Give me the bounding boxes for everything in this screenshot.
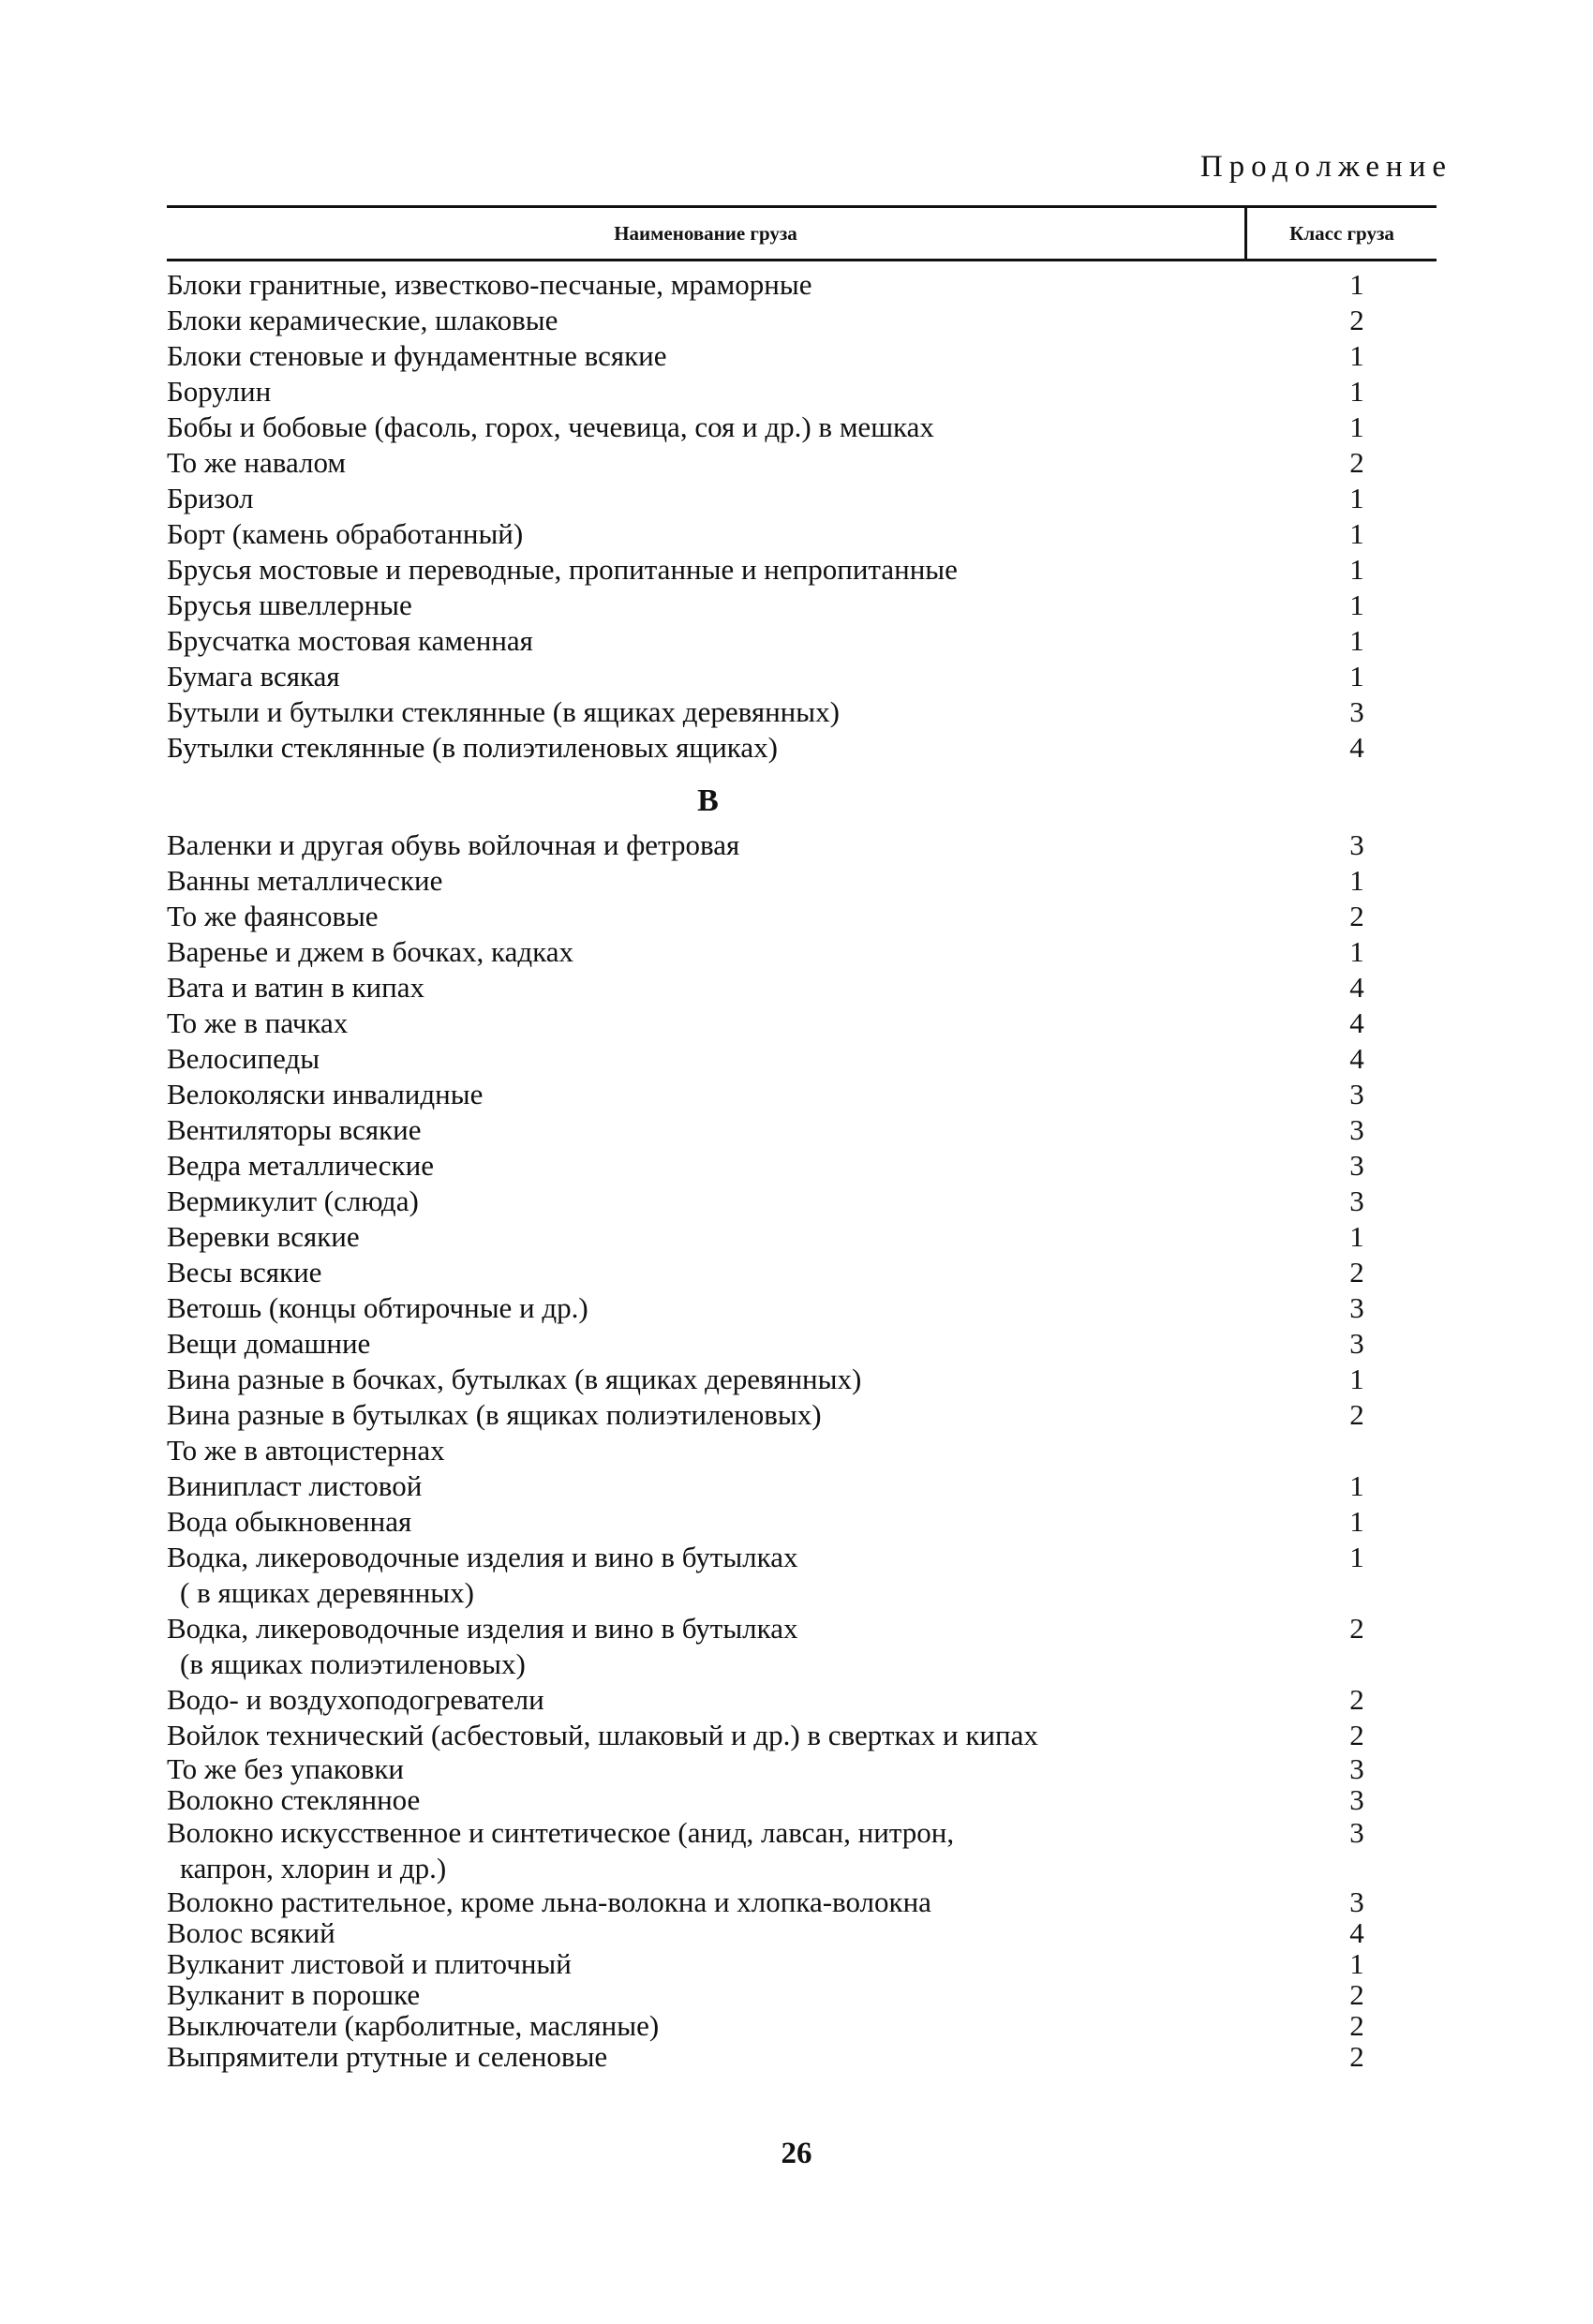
cargo-class: 3 [1349, 828, 1364, 861]
cargo-name-line: Винипласт листовой [167, 1469, 423, 1502]
cargo-name [167, 1611, 1244, 1682]
cargo-name-line: Бризол [167, 482, 254, 514]
cargo-class: 2 [1349, 900, 1364, 932]
table-row [167, 1290, 1437, 1326]
cargo-class: 4 [1349, 1006, 1364, 1039]
cargo-name [167, 1255, 1244, 1290]
table-row [167, 2010, 1437, 2041]
cargo-group-v [167, 827, 1437, 2072]
cargo-class: 1 [1349, 588, 1364, 621]
cargo-name-line: Борулин [167, 375, 272, 408]
cargo-name-line: Бумага всякая [167, 660, 340, 693]
cargo-class: 4 [1349, 971, 1364, 1004]
table-header [167, 205, 1437, 261]
cargo-class: 3 [1349, 1752, 1364, 1785]
cargo-class: 2 [1349, 1256, 1364, 1289]
cargo-name-line: То же фаянсовые [167, 900, 379, 932]
cargo-class: 2 [1349, 1398, 1364, 1431]
cargo-class: 1 [1349, 1505, 1364, 1538]
cargo-class: 3 [1349, 1816, 1364, 1849]
table-row [167, 2041, 1437, 2072]
cargo-name [167, 694, 1244, 730]
table-row [167, 1184, 1437, 1219]
cargo-name [167, 1077, 1244, 1112]
table-row [167, 1148, 1437, 1184]
table-row [167, 1718, 1437, 1753]
table-row [167, 730, 1437, 766]
cargo-table-body [167, 267, 1437, 2072]
cargo-class: 2 [1349, 2040, 1364, 2073]
cargo-name [167, 1219, 1244, 1255]
cargo-name-line: Войлок технический (асбестовый, шлаковый и др.) в свертках и кипах [167, 1719, 1038, 1751]
cargo-class: 2 [1349, 304, 1364, 336]
cargo-name-line: Водка, ликероводочные изделия и вино в бутылках [167, 1541, 798, 1573]
cargo-name-line: То же в пачках [167, 1006, 349, 1039]
cargo-name-line: Веревки всякие [167, 1220, 360, 1253]
table-row [167, 1077, 1437, 1112]
cargo-name-line: Брусья мостовые и переводные, пропитанные и непропитанные [167, 553, 958, 586]
cargo-class: 3 [1349, 1184, 1364, 1217]
cargo-name [167, 1041, 1244, 1077]
cargo-name [167, 303, 1244, 338]
cargo-class: 3 [1349, 1078, 1364, 1110]
cargo-name [167, 1917, 1244, 1948]
cargo-name [167, 2010, 1244, 2041]
cargo-name-line: Борт (камень обработанный) [167, 517, 524, 550]
cargo-name-line: Вина разные в бочках, бутылках (в ящиках деревянных) [167, 1363, 862, 1395]
cargo-name-line: Варенье и джем в бочках, кадках [167, 935, 573, 968]
cargo-name-line: Выключатели (карболитные, масляные) [167, 2009, 660, 2042]
cargo-name-line: То же в автоцистернах [167, 1434, 445, 1467]
cargo-name [167, 1784, 1244, 1815]
cargo-name [167, 659, 1244, 694]
table-row [167, 1948, 1437, 1979]
table-row [167, 481, 1437, 516]
page-number: 26 [781, 2137, 812, 2170]
table-row [167, 1397, 1437, 1433]
cargo-name-line: Вулканит листовой и плиточный [167, 1947, 572, 1980]
cargo-class: 4 [1349, 1042, 1364, 1075]
cargo-class: 1 [1349, 553, 1364, 586]
table-row [167, 1784, 1437, 1815]
cargo-class: 3 [1349, 1783, 1364, 1816]
cargo-name-line: Ветошь (концы обтирочные и др.) [167, 1291, 588, 1324]
cargo-name [167, 1362, 1244, 1397]
table-row [167, 588, 1437, 623]
cargo-name [167, 1948, 1244, 1979]
cargo-name [167, 588, 1244, 623]
table-row [167, 1326, 1437, 1362]
column-header-class: Класс груза [1289, 222, 1394, 245]
cargo-name-line: Весы всякие [167, 1256, 322, 1289]
cargo-name-line: Вентиляторы всякие [167, 1113, 422, 1146]
cargo-name [167, 1184, 1244, 1219]
cargo-name-line: Бутылки стеклянные (в полиэтиленовых ящиках) [167, 731, 778, 764]
cargo-name-line: Вещи домашние [167, 1327, 371, 1360]
cargo-class: 1 [1349, 1469, 1364, 1502]
cargo-class: 2 [1349, 446, 1364, 479]
cargo-class: 1 [1349, 410, 1364, 443]
cargo-name [167, 1979, 1244, 2010]
cargo-class: 1 [1349, 1363, 1364, 1395]
table-row [167, 1041, 1437, 1077]
table-row [167, 934, 1437, 970]
cargo-name [167, 623, 1244, 659]
table-row [167, 410, 1437, 445]
cargo-name [167, 410, 1244, 445]
cargo-name-line: Вулканит в порошке [167, 1978, 421, 2011]
cargo-class: 1 [1349, 1947, 1364, 1980]
cargo-name [167, 730, 1244, 766]
table-row [167, 827, 1437, 863]
cargo-name-line: Вата и ватин в кипах [167, 971, 424, 1004]
cargo-name [167, 2041, 1244, 2072]
cargo-name [167, 1112, 1244, 1148]
table-row [167, 1504, 1437, 1540]
cargo-class: 3 [1349, 1113, 1364, 1146]
table-row [167, 1362, 1437, 1397]
column-header-name: Наименование груза [167, 208, 1247, 259]
cargo-name [167, 1326, 1244, 1362]
cargo-name [167, 1753, 1244, 1784]
cargo-name [167, 481, 1244, 516]
table-row [167, 303, 1437, 338]
table-row [167, 899, 1437, 934]
table-row [167, 1006, 1437, 1041]
cargo-name [167, 1290, 1244, 1326]
cargo-class: 1 [1349, 935, 1364, 968]
cargo-name-continuation: капрон, хлорин и др.) [180, 1852, 447, 1885]
table-row [167, 1886, 1437, 1917]
table-row [167, 338, 1437, 374]
cargo-name-line: То же без упаковки [167, 1752, 404, 1785]
cargo-name-line: Блоки гранитные, известково-песчаные, мраморные [167, 268, 812, 301]
cargo-name-continuation: ( в ящиках деревянных) [180, 1576, 474, 1609]
cargo-class: 3 [1349, 695, 1364, 728]
cargo-name-line: Валенки и другая обувь войлочная и фетровая [167, 828, 740, 861]
cargo-name [167, 1886, 1244, 1917]
table-row [167, 1219, 1437, 1255]
cargo-name-line: Ведра металлические [167, 1149, 434, 1182]
cargo-name-line: Блоки керамические, шлаковые [167, 304, 558, 336]
cargo-name [167, 863, 1244, 899]
continuation-label: Продолжение [1199, 150, 1452, 184]
cargo-name-line: Волокно искусственное и синтетическое (анид, лавсан, нитрон, [167, 1816, 955, 1849]
cargo-name [167, 1718, 1244, 1753]
cargo-name [167, 1006, 1244, 1041]
cargo-name [167, 899, 1244, 934]
cargo-name [167, 1682, 1244, 1718]
cargo-class: 3 [1349, 1885, 1364, 1918]
cargo-name-line: Вермикулит (слюда) [167, 1184, 419, 1217]
cargo-name [167, 970, 1244, 1006]
cargo-name [167, 1815, 1244, 1886]
cargo-class: 3 [1349, 1149, 1364, 1182]
table-row [167, 445, 1437, 481]
cargo-class: 2 [1349, 1978, 1364, 2011]
cargo-name [167, 552, 1244, 588]
cargo-class: 1 [1349, 864, 1364, 897]
cargo-name-line: Брусья швеллерные [167, 588, 412, 621]
cargo-class: 1 [1349, 624, 1364, 657]
cargo-class: 3 [1349, 1291, 1364, 1324]
table-row [167, 1112, 1437, 1148]
section-letter: В [697, 783, 719, 818]
cargo-name-line: Вина разные в бутылках (в ящиках полиэтиленовых) [167, 1398, 822, 1431]
cargo-name-line: Волокно стеклянное [167, 1783, 421, 1816]
cargo-name-line: Бутыли и бутылки стеклянные (в ящиках деревянных) [167, 695, 840, 728]
table-row [167, 970, 1437, 1006]
table-row [167, 863, 1437, 899]
table-row [167, 1979, 1437, 2010]
table-row [167, 694, 1437, 730]
cargo-name-line: Велосипеды [167, 1042, 320, 1075]
cargo-class: 3 [1349, 1327, 1364, 1360]
cargo-name-line: Велоколяски инвалидные [167, 1078, 484, 1110]
cargo-name [167, 1397, 1244, 1433]
table-row [167, 1682, 1437, 1718]
cargo-name [167, 1148, 1244, 1184]
cargo-class: 1 [1349, 375, 1364, 408]
table-row [167, 516, 1437, 552]
cargo-name-continuation: (в ящиках полиэтиленовых) [180, 1647, 526, 1680]
cargo-class: 4 [1349, 1916, 1364, 1949]
cargo-name [167, 1433, 1244, 1468]
cargo-name [167, 516, 1244, 552]
cargo-class: 2 [1349, 1719, 1364, 1751]
cargo-group-b [167, 267, 1437, 766]
cargo-name-line: Волокно растительное, кроме льна-волокна и хлопка-волокна [167, 1885, 931, 1918]
cargo-name-line: Ванны металлические [167, 864, 443, 897]
cargo-class: 1 [1349, 1220, 1364, 1253]
cargo-name-line: Бобы и бобовые (фасоль, горох, чечевица, соя и др.) в мешках [167, 410, 934, 443]
table-row [167, 1917, 1437, 1948]
cargo-name [167, 827, 1244, 863]
table-row [167, 1468, 1437, 1504]
cargo-name [167, 1540, 1244, 1611]
cargo-name-line: Выпрямители ртутные и селеновые [167, 2040, 608, 2073]
cargo-class: 1 [1349, 660, 1364, 693]
cargo-name-line: Брусчатка мостовая каменная [167, 624, 533, 657]
cargo-name [167, 267, 1244, 303]
cargo-name [167, 1468, 1244, 1504]
table-row [167, 1753, 1437, 1784]
table-row [167, 623, 1437, 659]
cargo-class: 1 [1349, 517, 1364, 550]
cargo-class: 2 [1349, 2009, 1364, 2042]
cargo-name-line: Водо- и воздухоподогреватели [167, 1683, 544, 1716]
table-row [167, 1255, 1437, 1290]
table-row [167, 1611, 1437, 1682]
table-row [167, 267, 1437, 303]
cargo-name-line: То же навалом [167, 446, 346, 479]
table-row [167, 374, 1437, 410]
cargo-name-line: Вода обыкновенная [167, 1505, 412, 1538]
cargo-class: 1 [1349, 268, 1364, 301]
cargo-name [167, 445, 1244, 481]
cargo-class: 1 [1349, 482, 1364, 514]
table-row [167, 1540, 1437, 1611]
cargo-class: 1 [1349, 339, 1364, 372]
cargo-name-line: Блоки стеновые и фундаментные всякие [167, 339, 667, 372]
table-row [167, 552, 1437, 588]
table-row [167, 659, 1437, 694]
cargo-name [167, 1504, 1244, 1540]
table-row [167, 1433, 1437, 1468]
cargo-class: 2 [1349, 1612, 1364, 1645]
cargo-name [167, 374, 1244, 410]
cargo-class: 2 [1349, 1683, 1364, 1716]
cargo-name [167, 338, 1244, 374]
cargo-name-line: Водка, ликероводочные изделия и вино в бутылках [167, 1612, 798, 1645]
cargo-name [167, 934, 1244, 970]
cargo-class: 1 [1349, 1541, 1364, 1573]
cargo-name-line: Волос всякий [167, 1916, 335, 1949]
cargo-class: 4 [1349, 731, 1364, 764]
table-row [167, 1815, 1437, 1886]
